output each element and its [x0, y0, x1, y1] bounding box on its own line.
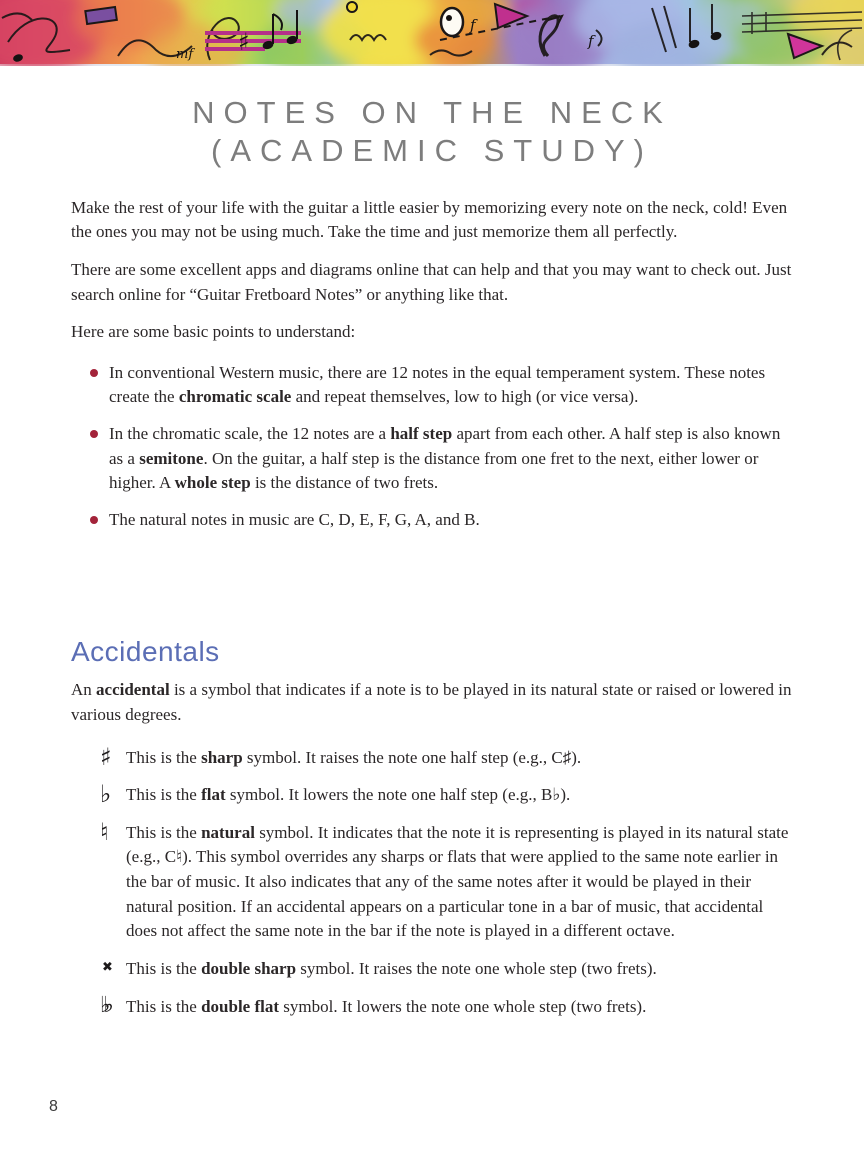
page-number: 8: [49, 1098, 58, 1115]
list-item: [90, 361, 793, 410]
accidental-description: This is the double sharp symbol. It raises the note one whole step (two frets).: [126, 959, 657, 979]
bullet-icon: [90, 369, 98, 377]
bullet-icon: [90, 430, 98, 438]
accidental-row-natural: [100, 817, 793, 944]
svg-text:f: f: [588, 32, 594, 50]
accidental-description: This is the sharp symbol. It raises the note one half step (e.g., C♯).: [126, 747, 582, 767]
double-sharp-symbol: ✖: [102, 960, 113, 976]
mf-dynamic-doodle: mf: [176, 47, 194, 62]
page-title: [0, 94, 864, 170]
accidentals-intro: An accidental is a symbol that indicates if a note is to be played in its natural state or raised or lowered in various degrees.: [71, 680, 792, 724]
accidental-row-flat: [100, 780, 793, 809]
list-item-text: In the chromatic scale, the 12 notes are a half step apart from each other. A half step is also known as a semitone. On the guitar, a half step is the distance from one fret to the next, either lower or higher. A whole step is the distance of two frets.: [109, 424, 781, 493]
basic-points-list: [90, 361, 793, 533]
accidental-description: This is the natural symbol. It indicates that the note it is representing is played in its natural state (e.g., C♮). This symbol overrides any sharps or flats that were applied to the same note earlier in the bar of music. It also indicates that any of the same notes after it would be played in their natural position. If an accidental appears on a particular tone in a bar of music, that accidental does not affect the same note in the bar if the note is played in a different octave.: [126, 822, 789, 941]
accidentals-heading: Accidentals: [71, 635, 220, 667]
accidental-row-double-sharp: [100, 957, 793, 982]
bullet-icon: [90, 516, 98, 524]
music-doodles-illustration: [0, 0, 864, 66]
accidental-row-sharp: [100, 742, 793, 771]
accidental-description: This is the double flat symbol. It lowers the note one whole step (two frets).: [126, 996, 647, 1016]
list-item: [90, 422, 793, 496]
header-artwork: [0, 0, 864, 66]
list-item-text: In conventional Western music, there are 12 notes in the equal temperament system. These notes create the chromatic scale and repeat themselves, low to high (or vice versa).: [109, 362, 766, 407]
list-item-text: The natural notes in music are C, D, E, F, G, A, and B.: [109, 510, 480, 530]
natural-symbol: ♮: [100, 817, 109, 846]
intro-paragraph-3: Here are some basic points to understand:: [71, 322, 356, 342]
list-item: [90, 508, 793, 533]
sharp-doodle: ♯: [238, 28, 250, 56]
accidentals-list: [100, 742, 793, 1020]
intro-paragraph-2: There are some excellent apps and diagrams online that can help and that you may want to check out. Just search online for “Guitar Fretboard Notes” or anything like that.: [71, 259, 792, 304]
accidental-row-double-flat: [100, 992, 793, 1020]
svg-text:f: f: [470, 16, 476, 34]
double-flat-symbol: ♭♭: [100, 992, 107, 1018]
page-title-line1: NOTES ON THE NECK: [192, 95, 672, 130]
page-content: [71, 196, 793, 1020]
sharp-symbol: ♯: [100, 742, 112, 771]
intro-paragraph-1: Make the rest of your life with the guitar a little easier by memorizing every note on the neck, cold! Even the ones you may not be using much. Take the time and just memorize them all perfectly.: [71, 197, 788, 242]
accidental-description: This is the flat symbol. It lowers the note one half step (e.g., B♭).: [126, 785, 571, 805]
page-title-line2: (ACADEMIC STUDY): [211, 132, 653, 168]
flat-symbol: ♭: [100, 780, 112, 809]
